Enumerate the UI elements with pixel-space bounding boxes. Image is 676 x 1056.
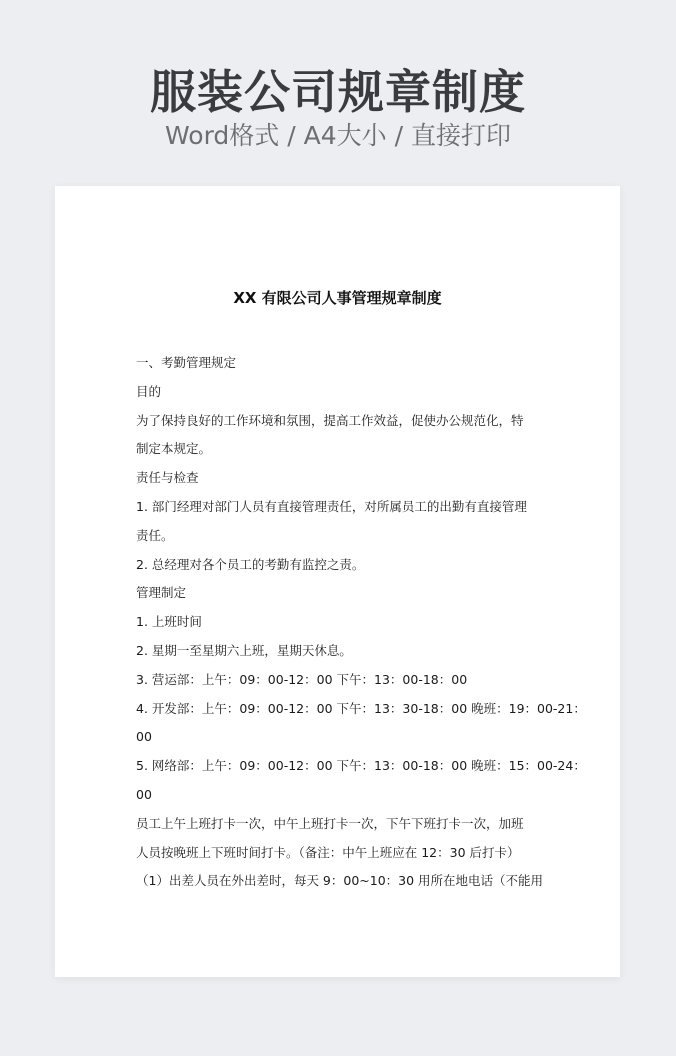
- document-line: 责任。: [136, 527, 174, 543]
- page-title: 服装公司规章制度: [150, 65, 526, 119]
- document-line: 目的: [136, 383, 162, 399]
- document-line: 00: [136, 786, 152, 802]
- document-body: [136, 349, 586, 896]
- document-line: 4. 开发部：上午：09：00-12：00 下午：13：30-18：00 晚班：19：00-21：: [136, 700, 586, 716]
- document-line: 为了保持良好的工作环境和氛围，提高工作效益，促使办公规范化，特: [136, 412, 524, 428]
- document-line: 1. 上班时间: [136, 614, 202, 630]
- document-line: 00: [136, 729, 152, 745]
- document-line: 5. 网络部：上午：09：00-12：00 下午：13：00-18：00 晚班：15：00-24：: [136, 758, 586, 774]
- document-line: 3. 营运部：上午：09：00-12：00 下午：13：00-18：00: [136, 671, 468, 687]
- page-subtitle: Word格式 / A4大小 / 直接打印: [165, 121, 511, 150]
- document-line: 管理制定: [136, 585, 187, 601]
- document-title: XX 有限公司人事管理规章制度: [233, 289, 442, 307]
- document-line: 一、考勤管理规定: [136, 355, 237, 370]
- document-line: 责任与检查: [136, 470, 199, 486]
- document-line: （1）出差人员在外出差时，每天 9：00~10：30 用所在地电话（不能用: [136, 873, 544, 889]
- document-line: 制定本规定。: [136, 441, 212, 457]
- document-line: 2. 总经理对各个员工的考勤有监控之责。: [136, 556, 365, 572]
- document-line: 1. 部门经理对部门人员有直接管理责任，对所属员工的出勤有直接管理: [136, 498, 527, 514]
- document-line: 员工上午上班打卡一次，中午上班打卡一次，下午下班打卡一次，加班: [136, 815, 524, 831]
- document-page: [55, 186, 620, 977]
- document-line: 人员按晚班上下班时间打卡。（备注：中午上班应在 12：30 后打卡）: [136, 844, 520, 860]
- document-line: 2. 星期一至星期六上班，星期天休息。: [136, 642, 352, 658]
